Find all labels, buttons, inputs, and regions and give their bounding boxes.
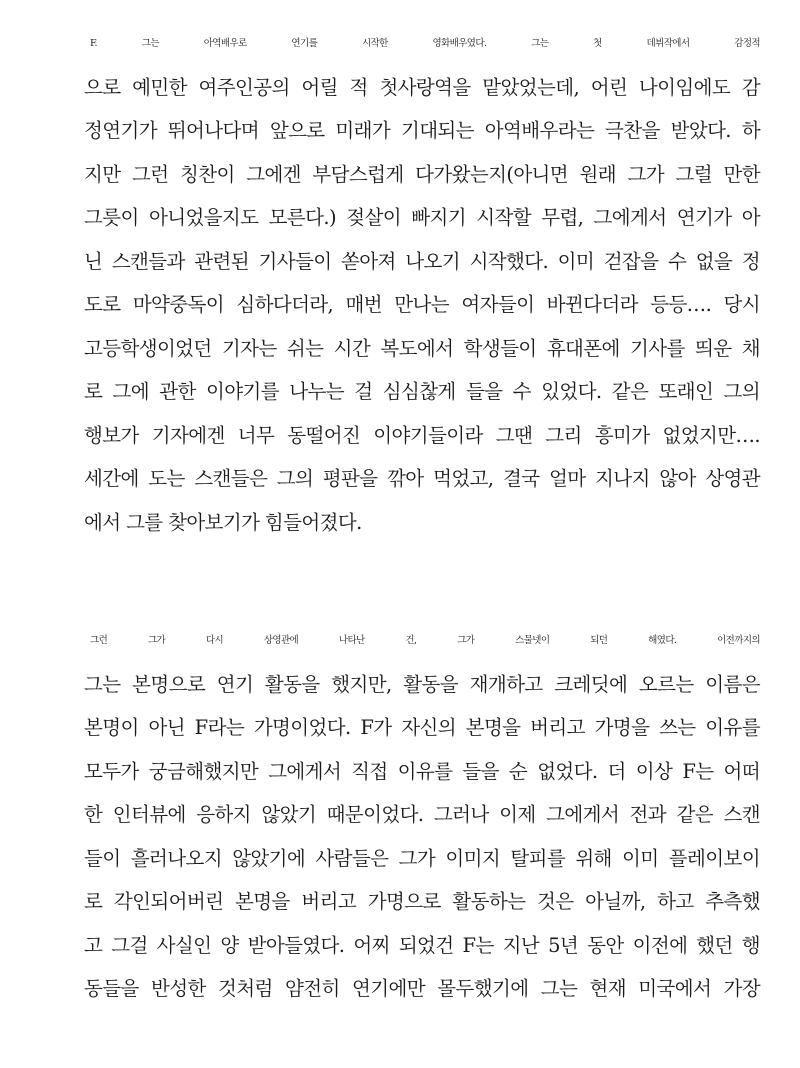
text-line: 들이 흘러나오지 않았기에 사람들은 그가 이미지 탈피를 위해 이미 플레이보이 bbox=[84, 846, 760, 870]
text-line: F. 그는 아역배우로 연기를 시작한 영화배우였다. 그는 첫 데뷔작에서 감정적 bbox=[90, 38, 760, 49]
text-line: 닌 스캔들과 관련된 기사들이 쏟아져 나오기 시작했다. 이미 걷잡을 수 없을 정 bbox=[84, 249, 760, 273]
text-line: 세간에 도는 스캔들은 그의 평판을 깎아 먹었고, 결국 얼마 지나지 않아 상영관 bbox=[84, 467, 760, 490]
document-page bbox=[84, 0, 760, 1068]
paragraph-1 bbox=[84, 22, 760, 544]
text-line: 그런 그가 다시 상영관에 나타난 건, 그가 스물넷이 되던 해였다. 이전까지의 bbox=[90, 635, 760, 646]
text-line: 행보가 기자에겐 너무 동떨어진 이야기들이라 그땐 그리 흥미가 없었지만…. bbox=[84, 423, 760, 447]
text-line: 지만 그런 칭찬이 그에겐 부담스럽게 다가왔는지(아니면 원래 그가 그럴 만한 bbox=[84, 162, 760, 186]
text-line: 에서 그를 찾아보기가 힘들어졌다. bbox=[84, 510, 362, 534]
text-line: 동들을 반성한 것처럼 얌전히 연기에만 몰두했기에 그는 현재 미국에서 가장 bbox=[84, 977, 760, 1000]
text-line: 으로 예민한 여주인공의 어릴 적 첫사랑역을 맡았었는데, 어린 나이임에도 감 bbox=[84, 75, 760, 99]
text-line: 정연기가 뛰어나다며 앞으로 미래가 기대되는 아역배우라는 극찬을 받았다. 하 bbox=[84, 119, 760, 142]
paragraph-2 bbox=[84, 619, 760, 1011]
text-line: 로 그에 관한 이야기를 나누는 걸 심심찮게 들을 수 있었다. 같은 또래인 그의 bbox=[84, 380, 760, 403]
text-line: 한 인터뷰에 응하지 않았기 때문이었다. 그러나 이제 그에게서 전과 같은 스캔 bbox=[84, 803, 760, 826]
text-line: 고등학생이었던 기자는 쉬는 시간 복도에서 학생들이 휴대폰에 기사를 띄운 채 bbox=[84, 336, 760, 360]
text-line: 그는 본명으로 연기 활동을 했지만, 활동을 재개하고 크레딧에 오르는 이름은 bbox=[84, 672, 760, 696]
text-line: 도로 마약중독이 심하다더라, 매번 만나는 여자들이 바뀐다더라 등등…. 당시 bbox=[84, 293, 760, 316]
text-line: 그릇이 아니었을지도 모른다.) 젖살이 빠지기 시작할 무렵, 그에게서 연기가 아 bbox=[84, 206, 760, 229]
text-line: 로 각인되어버린 본명을 버리고 가명으로 활동하는 것은 아닐까, 하고 추측했 bbox=[84, 890, 760, 913]
text-line: 고 그걸 사실인 양 받아들였다. 어찌 되었건 F는 지난 5년 동안 이전에 했던 행 bbox=[84, 933, 760, 957]
text-line: 모두가 궁금해했지만 그에게서 직접 이유를 들을 순 없었다. 더 이상 F는 어떠 bbox=[84, 759, 760, 783]
text-line: 본명이 아닌 F라는 가명이었다. F가 자신의 본명을 버리고 가명을 쓰는 이유를 bbox=[84, 716, 760, 739]
